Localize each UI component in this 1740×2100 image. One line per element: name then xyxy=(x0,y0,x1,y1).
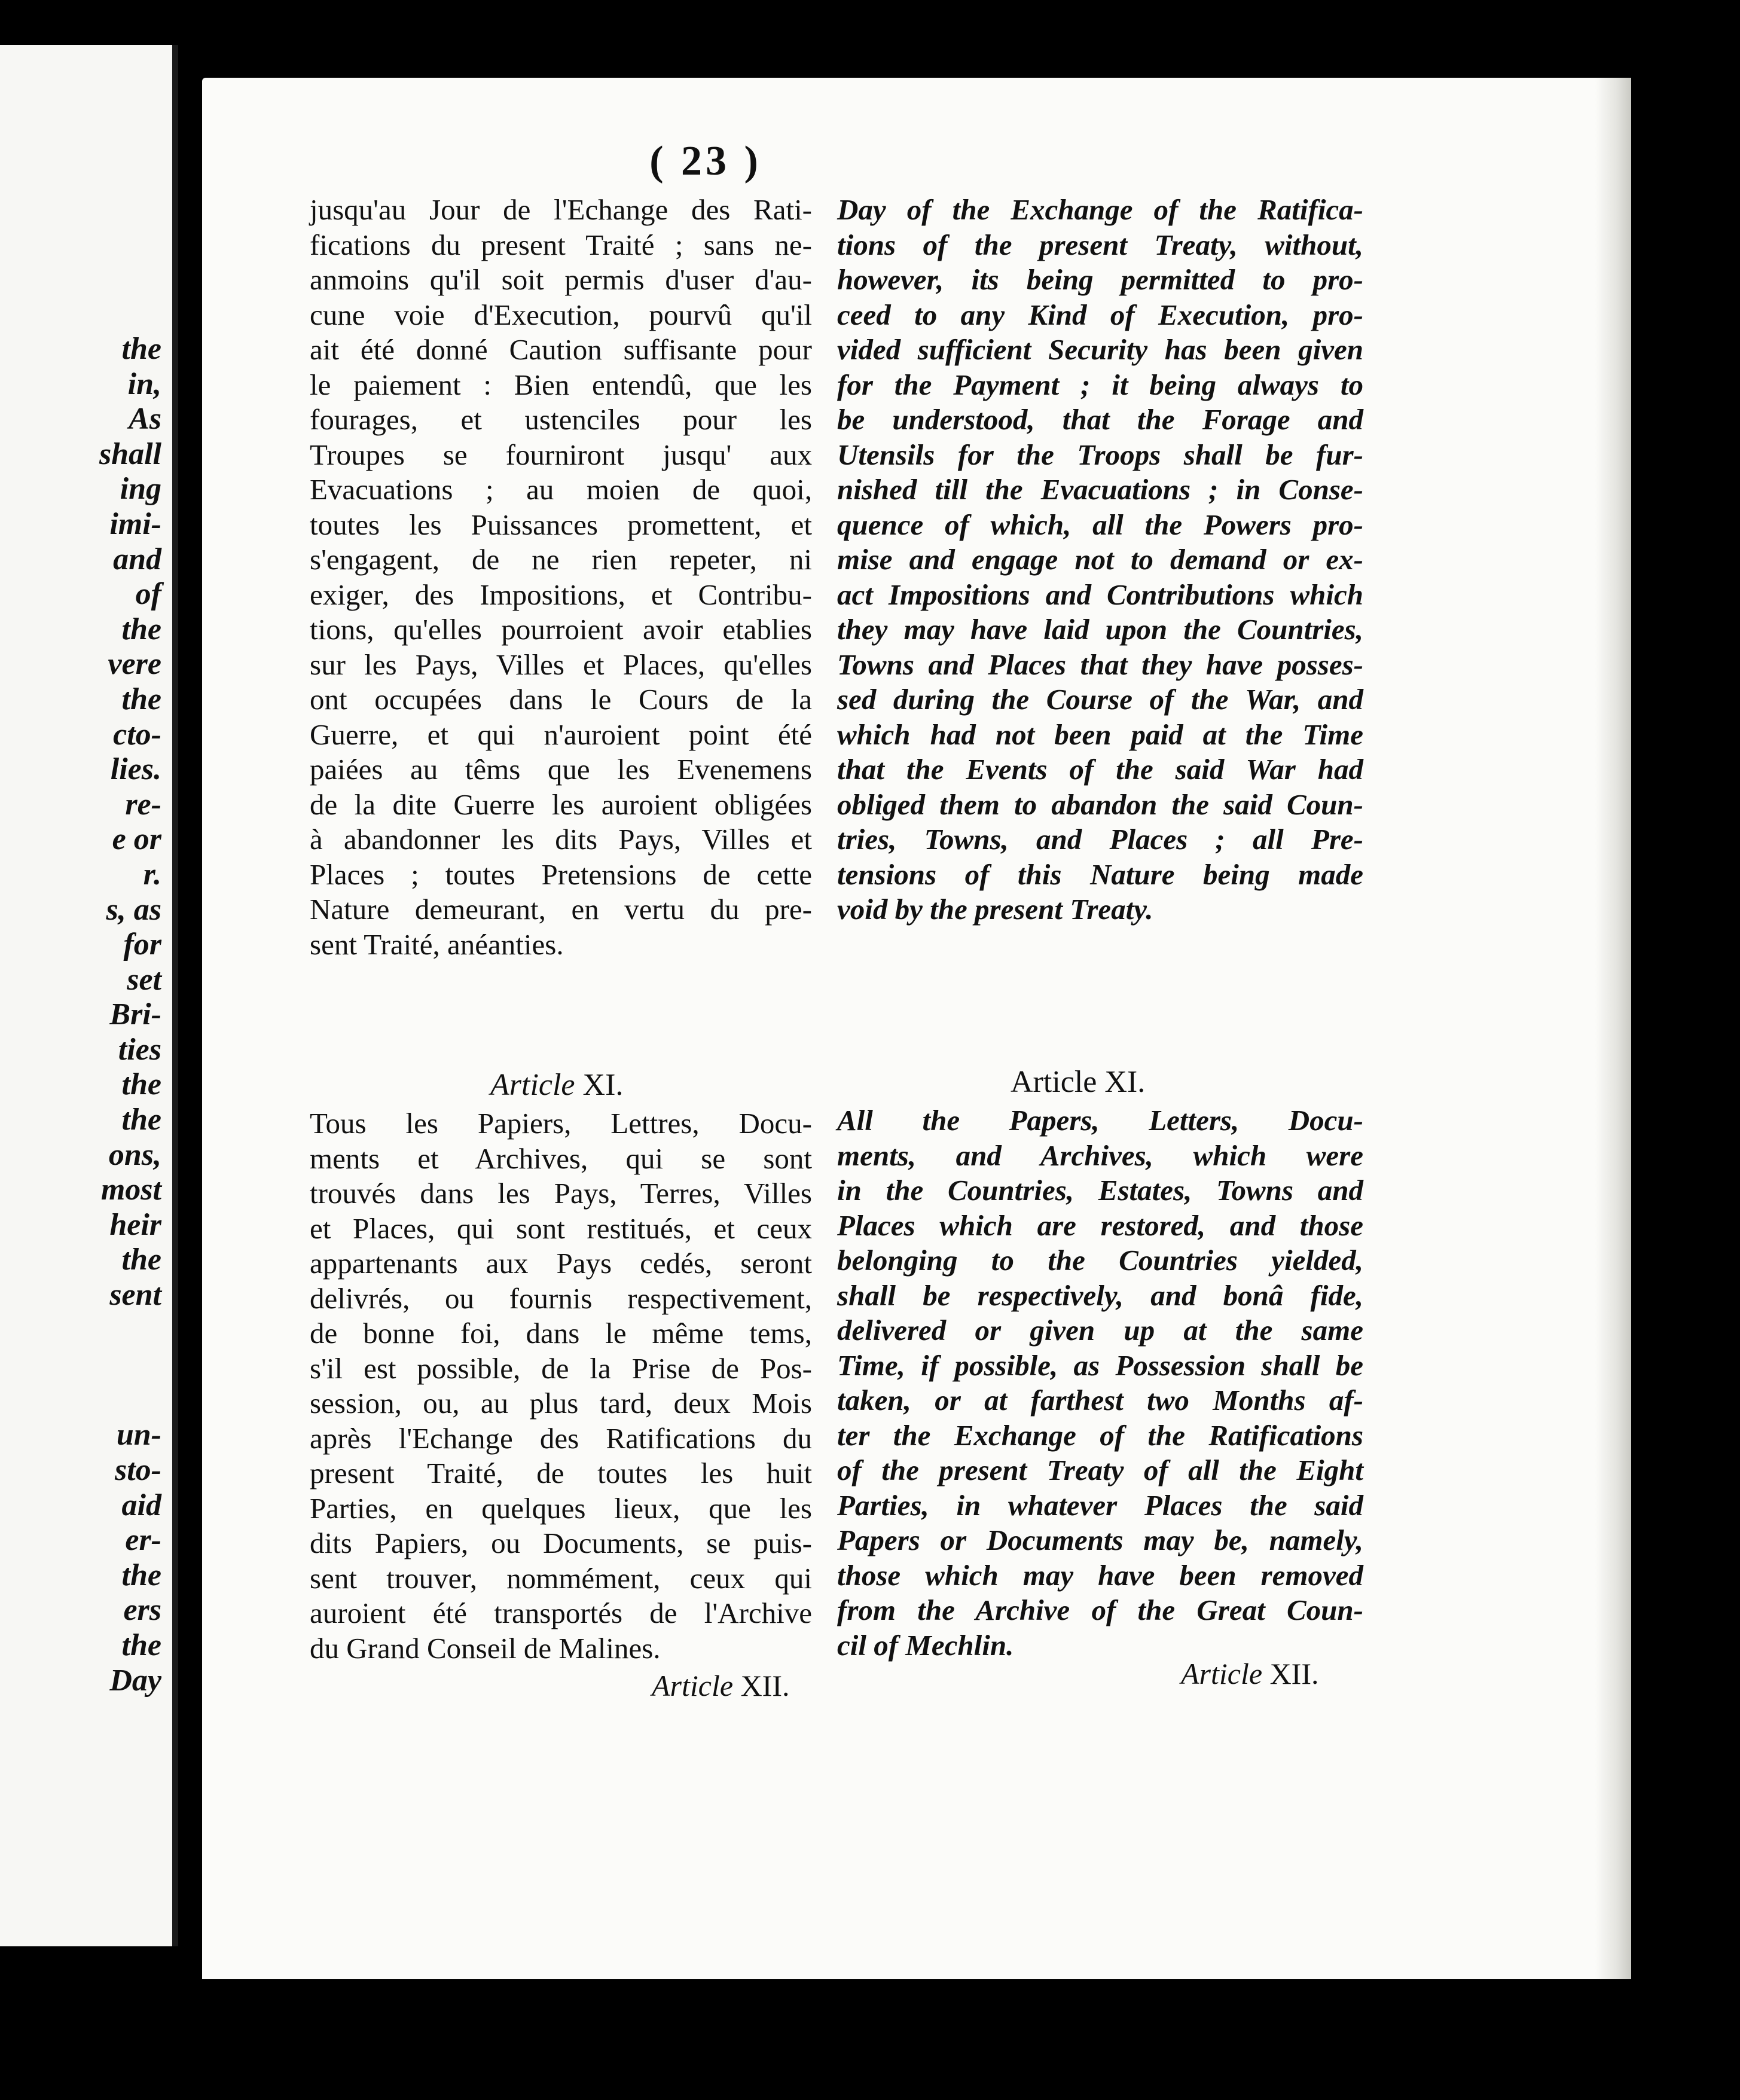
text-line: du Grand Conseil de Malines. xyxy=(310,1631,661,1665)
text-line: Troupes se fourniront jusqu' aux xyxy=(310,438,812,471)
fragment-line: the xyxy=(121,682,161,716)
fragment-line: er- xyxy=(125,1523,161,1558)
text-line: appartenants aux Pays cedés, seront xyxy=(310,1247,812,1280)
text-line: cil of Mechlin. xyxy=(837,1628,1014,1662)
text-line: delivered or given up at the same xyxy=(837,1314,1363,1347)
fragment-line xyxy=(99,1313,161,1348)
text-line: auroient été transportés de l'Archive xyxy=(310,1597,812,1629)
text-line: anmoins qu'il soit permis d'user d'au- xyxy=(310,263,812,296)
text-line: Papers or Documents may be, namely, xyxy=(837,1524,1363,1556)
text-line: s'il est possible, de la Prise de Pos- xyxy=(310,1351,812,1385)
fragment-line: e or xyxy=(112,822,161,857)
fragment-line: for xyxy=(123,927,161,962)
text-line: sed during the Course of the War, and xyxy=(837,683,1363,716)
fragment-line: ties xyxy=(118,1032,161,1067)
text-line: ont occupées dans le Cours de la xyxy=(310,683,812,716)
heading-number: XI. xyxy=(1104,1065,1146,1099)
text-line: for the Payment ; it being always to xyxy=(837,368,1363,401)
text-line: Utensils for the Troops shall be fur- xyxy=(837,438,1363,471)
text-line: nished till the Evacuations ; in Conse- xyxy=(837,473,1363,506)
fragment-line: and xyxy=(113,542,161,576)
text-line: jusqu'au Jour de l'Echange des Rati- xyxy=(310,193,812,226)
fragment-line: imi- xyxy=(109,506,161,541)
text-line: après l'Echange des Ratifications du xyxy=(310,1421,812,1455)
heading-word: Article xyxy=(1011,1065,1097,1099)
text-line: paiées au têms que les Evenemens xyxy=(310,753,812,786)
text-line: which had not been paid at the Time xyxy=(837,718,1363,751)
fragment-line: shall xyxy=(99,437,161,471)
text-line: mise and engage not to demand or ex- xyxy=(837,543,1363,576)
fragment-line: cto- xyxy=(113,717,161,752)
text-line: Evacuations ; au moien de quoi, xyxy=(310,473,812,506)
text-line: de bonne foi, dans le même tems, xyxy=(310,1317,812,1350)
fragment-line: aid xyxy=(121,1488,161,1522)
english-catchword xyxy=(1181,1656,1318,1691)
fragment-line: the xyxy=(121,1243,161,1277)
text-line: ait été donné Caution suffisante pour xyxy=(310,333,812,366)
text-line: quence of which, all the Powers pro- xyxy=(837,508,1363,541)
text-line: obliged them to abandon the said Coun- xyxy=(837,788,1363,821)
left-page-fragments xyxy=(99,332,161,1698)
fragment-line: As xyxy=(129,402,161,437)
page-number: ( 23 ) xyxy=(649,138,762,184)
heading-word: Article xyxy=(490,1068,575,1102)
text-line: Nature demeurant, en vertu du pre- xyxy=(310,893,812,926)
text-line: exiger, des Impositions, et Contribu- xyxy=(310,578,812,611)
fragment-line: in, xyxy=(127,367,161,401)
fragment-line: the xyxy=(121,332,161,366)
text-line: sur les Pays, Villes et Places, qu'elles xyxy=(310,648,812,681)
text-line: void by the present Treaty. xyxy=(837,893,1153,926)
text-line: cune voie d'Execution, pourvû qu'il xyxy=(310,298,812,331)
fragment-line: set xyxy=(127,962,161,997)
text-line: from the Archive of the Great Coun- xyxy=(837,1594,1363,1626)
text-line: shall be respectively, and bonâ fide, xyxy=(837,1278,1363,1312)
text-line: trouvés dans les Pays, Terres, Villes xyxy=(310,1177,812,1210)
fragment-line: the xyxy=(121,612,161,646)
page-edge-shadow xyxy=(1595,78,1631,1979)
text-line: Parties, en quelques lieux, que les xyxy=(310,1491,812,1525)
french-article-body xyxy=(310,1106,812,1666)
text-line: act Impositions and Contributions which xyxy=(837,578,1363,611)
text-line: tions, qu'elles pourroient avoir etablies xyxy=(310,613,812,646)
text-line: vided sufficient Security has been given xyxy=(837,333,1363,366)
text-line: that the Events of the said War had xyxy=(837,753,1363,786)
fragment-line: of xyxy=(135,577,161,612)
text-line: tions of the present Treaty, without, xyxy=(837,228,1363,261)
fragment-line: Bri- xyxy=(109,997,161,1032)
text-line: session, ou, au plus tard, deux Mois xyxy=(310,1387,812,1420)
text-line: et Places, qui sont restitués, et ceux xyxy=(310,1211,812,1245)
fragment-line: sto- xyxy=(115,1453,161,1487)
text-line: sent trouver, nommément, ceux qui xyxy=(310,1561,812,1595)
text-line: taken, or at farthest two Months af- xyxy=(837,1384,1363,1417)
text-line: ments et Archives, qui se sont xyxy=(310,1141,812,1175)
text-line: those which may have been removed xyxy=(837,1558,1363,1592)
english-article-body xyxy=(837,1103,1363,1663)
text-line: of the present Treaty of all the Eight xyxy=(837,1454,1363,1487)
french-article-heading xyxy=(490,1067,623,1103)
text-line: present Traité, de toutes les huit xyxy=(310,1457,812,1489)
text-line: ments, and Archives, which were xyxy=(837,1138,1363,1172)
text-line: Places ; toutes Pretensions de cette xyxy=(310,857,812,891)
text-line: Towns and Places that they have posses- xyxy=(837,648,1363,681)
fragment-line: r. xyxy=(143,857,161,892)
text-line: à abandonner les dits Pays, Villes et xyxy=(310,823,812,856)
french-column-top xyxy=(310,193,812,962)
text-line: Tous les Papiers, Lettres, Docu- xyxy=(310,1107,812,1140)
fragment-line: re- xyxy=(125,787,161,822)
text-line: ter the Exchange of the Ratifications xyxy=(837,1418,1363,1452)
text-line: ceed to any Kind of Execution, pro- xyxy=(837,298,1363,331)
text-line: Places which are restored, and those xyxy=(837,1208,1363,1242)
text-line: de la dite Guerre les auroient obligées xyxy=(310,788,812,821)
text-line: tensions of this Nature being made xyxy=(837,857,1363,891)
fragment-line: Day xyxy=(109,1663,161,1698)
fragment-line: un- xyxy=(116,1418,161,1452)
fragment-line: vere xyxy=(108,647,161,682)
fragment-line: ing xyxy=(120,472,161,506)
fragment-line: heir xyxy=(109,1207,161,1242)
fragment-line: the xyxy=(121,1103,161,1137)
text-line: they may have laid upon the Countries, xyxy=(837,613,1363,646)
fragment-line xyxy=(99,1348,161,1383)
fragment-line: ers xyxy=(123,1593,161,1628)
heading-number: XI. xyxy=(582,1068,624,1102)
text-line: fourages, et ustenciles pour les xyxy=(310,403,812,436)
fragment-line: ons, xyxy=(108,1137,161,1172)
text-line: be understood, that the Forage and xyxy=(837,403,1363,436)
text-line: le paiement : Bien entendû, que les xyxy=(310,368,812,401)
fragment-line: the xyxy=(121,1067,161,1102)
text-line: Guerre, et qui n'auroient point été xyxy=(310,718,812,751)
fragment-line: sent xyxy=(109,1278,161,1312)
catchword-word: Article xyxy=(1181,1657,1263,1690)
text-line: belonging to the Countries yielded, xyxy=(837,1244,1363,1277)
fragment-line: s, as xyxy=(106,892,161,927)
text-line: s'engagent, de ne rien repeter, ni xyxy=(310,543,812,576)
text-line: Parties, in whatever Places the said xyxy=(837,1488,1363,1522)
fragment-line xyxy=(99,1383,161,1418)
left-facing-page xyxy=(0,45,178,1946)
catchword-word: Article xyxy=(652,1669,734,1702)
text-line: in the Countries, Estates, Towns and xyxy=(837,1174,1363,1207)
text-line: Day of the Exchange of the Ratifica- xyxy=(837,193,1363,226)
fragment-line: most xyxy=(100,1173,161,1207)
english-column-top xyxy=(837,193,1363,927)
text-line: Time, if possible, as Possession shall be xyxy=(837,1348,1363,1382)
french-catchword xyxy=(652,1668,789,1703)
text-line: dits Papiers, ou Documents, se puis- xyxy=(310,1527,812,1559)
text-line: All the Papers, Letters, Docu- xyxy=(837,1104,1363,1137)
english-article-heading xyxy=(1011,1064,1145,1100)
text-line: fications du present Traité ; sans ne- xyxy=(310,228,812,261)
fragment-line: the xyxy=(121,1558,161,1592)
text-line: toutes les Puissances promettent, et xyxy=(310,508,812,541)
fragment-line: the xyxy=(121,1628,161,1662)
text-line: however, its being permitted to pro- xyxy=(837,263,1363,296)
fragment-line: lies. xyxy=(110,752,161,787)
catchword-number: XII. xyxy=(740,1669,790,1702)
text-line: tries, Towns, and Places ; all Pre- xyxy=(837,823,1363,856)
catchword-number: XII. xyxy=(1269,1657,1319,1690)
text-line: sent Traité, anéanties. xyxy=(310,927,564,961)
text-line: delivrés, ou fournis respectivement, xyxy=(310,1281,812,1315)
